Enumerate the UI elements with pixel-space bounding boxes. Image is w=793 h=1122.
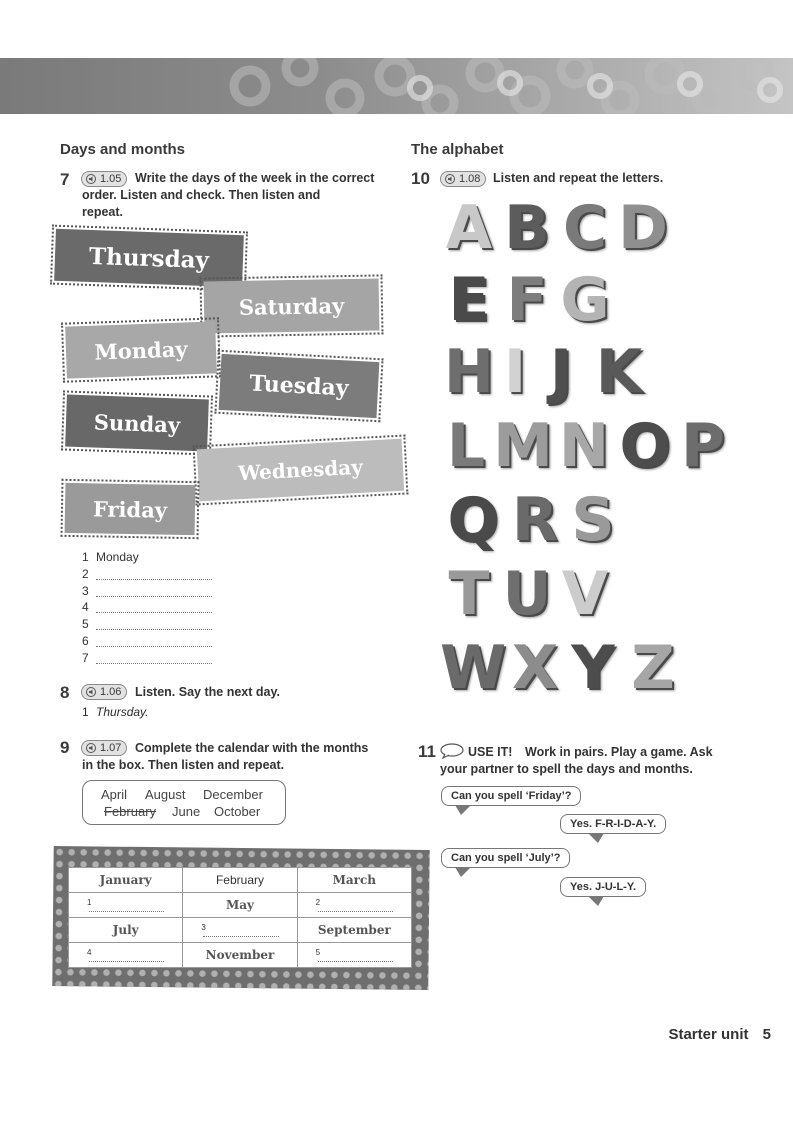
calendar-cell: September — [297, 918, 411, 943]
calendar-cell: November — [183, 943, 297, 968]
blank-line[interactable] — [318, 911, 393, 912]
letter: G — [560, 265, 610, 335]
exercise-10-number: 10 — [411, 169, 430, 188]
table-row — [69, 893, 412, 918]
letter-row — [440, 267, 614, 333]
banner-pattern — [0, 58, 793, 114]
answer-value: Monday — [96, 550, 139, 564]
letter: N — [558, 411, 610, 481]
audio-track-label: 1.08 — [459, 173, 481, 185]
bubble-tail — [588, 833, 604, 843]
answer-blank[interactable] — [96, 646, 212, 647]
letter: X — [511, 633, 559, 703]
word-box — [82, 780, 286, 825]
letter: D — [618, 193, 668, 263]
use-it-label: USE IT! — [468, 745, 513, 759]
letter: I — [503, 337, 527, 407]
blank-number: 5 — [315, 948, 321, 957]
letter: M — [493, 411, 553, 481]
audio-track-badge[interactable] — [81, 740, 127, 756]
blank-line[interactable] — [318, 961, 393, 962]
bubble-tail — [588, 896, 604, 906]
word-box-item: December — [203, 787, 263, 802]
letter-row — [440, 339, 648, 405]
exercise-9-instruction-line1: Complete the calendar with the months — [135, 741, 369, 755]
page-number: 5 — [762, 1026, 771, 1043]
letter: R — [511, 485, 559, 555]
answer-blank[interactable] — [96, 596, 212, 597]
letter: C — [562, 193, 608, 263]
letter: W — [440, 633, 507, 703]
speaker-icon — [86, 743, 96, 753]
day-tag-monday: Monday — [65, 321, 217, 378]
speaker-icon — [86, 687, 96, 697]
letter-row — [440, 561, 614, 627]
exercise-11-number: 11 — [418, 742, 436, 761]
exercise-7-number: 7 — [60, 170, 70, 189]
exercise-7-instruction-line2: order. Listen and check. Then listen and — [82, 188, 321, 202]
letter: F — [506, 265, 548, 335]
answer-blank[interactable] — [96, 629, 212, 630]
blank-number: 1 — [87, 898, 92, 907]
answer-line — [82, 550, 212, 566]
word-box-item-used: February — [104, 804, 157, 819]
letter: Z — [631, 633, 675, 703]
example-number: 1 — [82, 705, 89, 719]
exercise-7-instruction-line3: repeat. — [82, 205, 123, 219]
exercise-11-instruction-line2: your partner to spell the days and months. — [440, 762, 693, 776]
letter: K — [595, 337, 643, 407]
answer-number: 5 — [82, 617, 89, 631]
calendar-cell: January — [69, 868, 183, 893]
exercise-8-number: 8 — [60, 683, 70, 702]
exercise-9-number: 9 — [60, 738, 70, 757]
day-tag-tuesday: Tuesday — [219, 354, 380, 418]
exercise-11-instruction-line1: Work in pairs. Play a game. Ask — [525, 745, 713, 759]
letter: B — [504, 193, 550, 263]
letter: S — [571, 485, 615, 555]
letter: L — [446, 411, 486, 481]
page-footer — [668, 1026, 771, 1043]
day-tag-sunday: Sunday — [65, 395, 209, 452]
answer-line[interactable] — [82, 600, 212, 616]
letter-row — [440, 195, 672, 261]
blank-number: 4 — [87, 948, 92, 957]
answer-number: 4 — [82, 600, 89, 614]
answer-number: 7 — [82, 651, 89, 665]
speech-bubble-answer: Yes. J-U-L-Y. — [560, 877, 646, 897]
example-answer: Thursday. — [96, 705, 149, 719]
calendar-blank-cell[interactable] — [183, 918, 297, 943]
letter-row — [440, 413, 730, 479]
letter: E — [448, 265, 490, 335]
letter: Y — [571, 633, 615, 703]
exercise-9-instruction-line2: in the box. Then listen and repeat. — [82, 758, 285, 772]
calendar-cell: March — [297, 868, 411, 893]
letter-row — [440, 487, 622, 553]
calendar-cell: February — [183, 868, 297, 893]
letter: O — [619, 411, 671, 481]
answer-number: 3 — [82, 584, 89, 598]
audio-track-label: 1.06 — [100, 686, 122, 698]
letter-row — [440, 635, 684, 701]
bubble-tail — [455, 867, 471, 877]
answer-number: 2 — [82, 567, 89, 581]
unit-label: Starter unit — [668, 1026, 749, 1043]
answer-line[interactable] — [82, 584, 212, 600]
word-box-item: October — [214, 804, 261, 819]
answer-blank[interactable] — [96, 612, 212, 613]
bubble-tail — [455, 805, 471, 815]
blank-line[interactable] — [203, 936, 278, 937]
letter: U — [502, 559, 552, 629]
audio-track-label: 1.07 — [100, 742, 122, 754]
table-row — [69, 868, 412, 893]
answer-line[interactable] — [82, 651, 212, 667]
audio-track-badge[interactable] — [440, 171, 486, 187]
answer-line[interactable] — [82, 634, 212, 650]
blank-line[interactable] — [89, 961, 164, 962]
answer-blank[interactable] — [96, 663, 212, 664]
header-banner — [0, 58, 793, 114]
table-row — [69, 918, 412, 943]
letter: V — [561, 559, 609, 629]
speaker-icon — [445, 174, 455, 184]
speech-bubble-question: Can you spell ‘Friday’? — [441, 786, 581, 806]
word-box-item: August — [145, 787, 186, 802]
answer-line[interactable] — [82, 617, 212, 633]
answer-blank[interactable] — [96, 579, 212, 580]
speech-bubble-question: Can you spell ‘July’? — [441, 848, 570, 868]
calendar-blank-cell[interactable] — [297, 943, 411, 968]
blank-number: 2 — [315, 898, 321, 907]
exercise-8-example — [82, 705, 149, 719]
letter: T — [448, 559, 490, 629]
audio-track-label: 1.05 — [100, 173, 122, 185]
exercise-10-instruction: Listen and repeat the letters. — [493, 171, 664, 185]
speaker-icon — [86, 174, 96, 184]
alphabet-heading: The alphabet — [411, 141, 504, 158]
letter: P — [681, 411, 725, 481]
letter: A — [445, 193, 493, 263]
letter: Q — [447, 485, 499, 555]
day-tag-thursday: Thursday — [54, 229, 244, 288]
day-tag-friday: Friday — [65, 483, 196, 535]
word-box-item: June — [172, 804, 201, 819]
speech-bubble-answer: Yes. F-R-I-D-A-Y. — [560, 814, 666, 834]
calendar-cell: May — [183, 893, 297, 918]
blank-number: 3 — [201, 923, 206, 932]
days-months-heading: Days and months — [60, 141, 186, 158]
answer-number: 1 — [82, 550, 89, 564]
letter: J — [549, 337, 573, 407]
calendar-blank-cell[interactable] — [69, 943, 183, 968]
day-tag-wednesday: Wednesday — [197, 439, 404, 502]
table-row — [69, 943, 412, 968]
answer-line[interactable] — [82, 567, 212, 583]
exercise-7-instruction-line1: Write the days of the week in the correct — [135, 171, 375, 185]
calendar-cell: July — [69, 918, 183, 943]
speech-bubble-icon — [440, 743, 464, 759]
letter: H — [443, 337, 495, 407]
calendar-blank-cell[interactable] — [69, 893, 183, 918]
exercise-8-instruction: Listen. Say the next day. — [135, 685, 280, 699]
day-tag-saturday: Saturday — [204, 278, 380, 333]
word-box-item: April — [101, 787, 128, 802]
audio-track-badge[interactable] — [81, 684, 127, 700]
calendar-blank-cell[interactable] — [297, 893, 411, 918]
calendar-table — [68, 867, 412, 968]
blank-line[interactable] — [89, 911, 164, 912]
answer-number: 6 — [82, 634, 89, 648]
audio-track-badge[interactable] — [81, 171, 127, 187]
